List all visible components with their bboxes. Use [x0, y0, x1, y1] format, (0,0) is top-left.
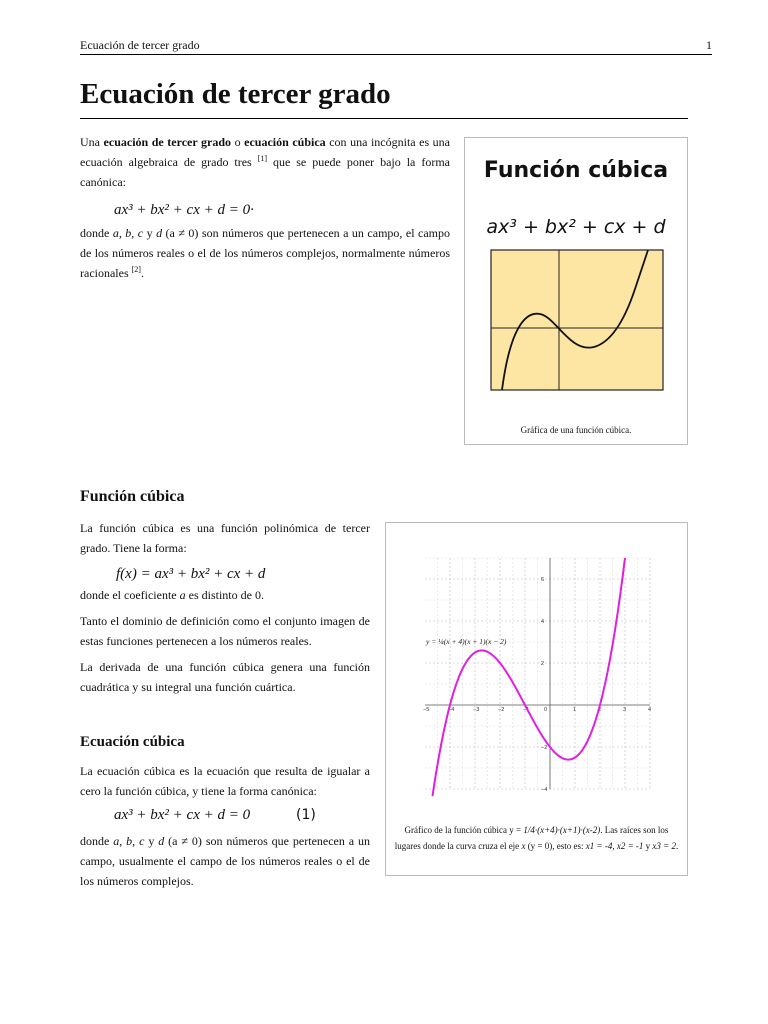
cubic-equation-formula: ax³ + bx² + cx + d = 0	[114, 807, 251, 823]
page-title: Ecuación de tercer grado	[80, 78, 391, 110]
y-tick-label: 2	[541, 661, 545, 667]
term-ecuacion-tercer-grado: ecuación de tercer grado	[103, 135, 232, 149]
cubic-equation	[80, 807, 370, 829]
intro-block	[80, 132, 450, 283]
x-tick-label: −5	[423, 707, 430, 713]
infobox-plot	[490, 249, 664, 391]
section-ecuacion-cubica	[80, 734, 370, 891]
section-funcion-cubica	[80, 488, 370, 697]
ref-link-1[interactable]: [1]	[257, 154, 268, 163]
x-tick-label: 1	[573, 707, 577, 713]
figure-caption: Gráfico de la función cúbica y = 1/4·(x+4)·(x+1)·(x-2). Las raíces son los lugares donde la curva cruza el eje x (y = 0), esto es: x1 = -4, x2 = -1 y x3 = 2.	[394, 825, 679, 851]
term-ecuacion-cubica: ecuación cúbica	[244, 135, 326, 149]
section-heading: Función cúbica	[80, 488, 185, 505]
infobox-formula: ax³ + bx² + cx + d	[486, 216, 666, 238]
section-paragraph: donde a, b, c y d (a ≠ 0) son números que pertenecen a un campo, usualmente el campo de los números reales o el de los números complejos.	[80, 834, 371, 888]
x-tick-label: −2	[498, 707, 505, 713]
section-paragraph: Tanto el dominio de definición como el conjunto imagen de estas funciones pertenecen a los números reales.	[80, 614, 370, 648]
cubic-curve-plot	[433, 558, 626, 796]
infobox	[464, 137, 688, 445]
running-header	[80, 38, 712, 55]
x-tick-label: 0	[544, 707, 548, 713]
y-tick-label: −4	[541, 787, 548, 793]
section-paragraph: La derivada de una función cúbica genera una función cuadrática y su integral una función cuártica.	[80, 660, 370, 694]
cubic-graph	[416, 548, 676, 798]
function-formula: f(x) = ax³ + bx² + cx + d	[116, 566, 266, 582]
canonical-formula: ax³ + bx² + cx + d = 0·	[114, 202, 254, 218]
infobox-heading: Función cúbica	[483, 158, 669, 183]
y-tick-label: 6	[541, 577, 545, 583]
y-tick-label: −2	[541, 745, 548, 751]
curve-label: y = ¼(x + 4)(x + 1)(x − 2)	[426, 637, 507, 646]
intro-paragraph-2: donde a, b, c y d (a ≠ 0) son números que pertenecen a un campo, el campo de los números reales o el de los números complejos, normalmente números racionales [2].	[80, 226, 451, 280]
intro-paragraph: Una ecuación de tercer grado o ecuación cúbica con una incógnita es una ecuación algebraica de grado tres [1] que se puede poner bajo la forma canónica:	[80, 135, 451, 189]
x-tick-label: −1	[523, 707, 530, 713]
equation-number: (1)	[296, 807, 316, 823]
x-tick-label: 2	[598, 707, 602, 713]
section-heading: Ecuación cúbica	[80, 734, 185, 750]
plot-background	[491, 250, 663, 390]
title-rule	[80, 118, 688, 119]
section-paragraph: La ecuación cúbica es la ecuación que resulta de igualar a cero la función cúbica, y tiene la forma canónica:	[80, 764, 370, 798]
running-title: Ecuación de tercer grado	[80, 38, 200, 52]
y-tick-label: 4	[541, 619, 545, 625]
infobox-caption: Gráfica de una función cúbica.	[520, 425, 632, 435]
ref-link-2[interactable]: [2]	[131, 265, 141, 274]
x-tick-label: −3	[473, 707, 480, 713]
figure-cubic-graph	[385, 522, 688, 876]
x-tick-label: 3	[623, 707, 627, 713]
section-paragraph: donde el coeficiente a es distinto de 0.	[80, 588, 264, 602]
x-tick-label: −4	[448, 707, 455, 713]
section-paragraph: La función cúbica es una función polinómica de tercer grado. Tiene la forma:	[80, 521, 370, 555]
x-tick-label: 4	[648, 707, 652, 713]
page-number: 1	[706, 38, 712, 52]
